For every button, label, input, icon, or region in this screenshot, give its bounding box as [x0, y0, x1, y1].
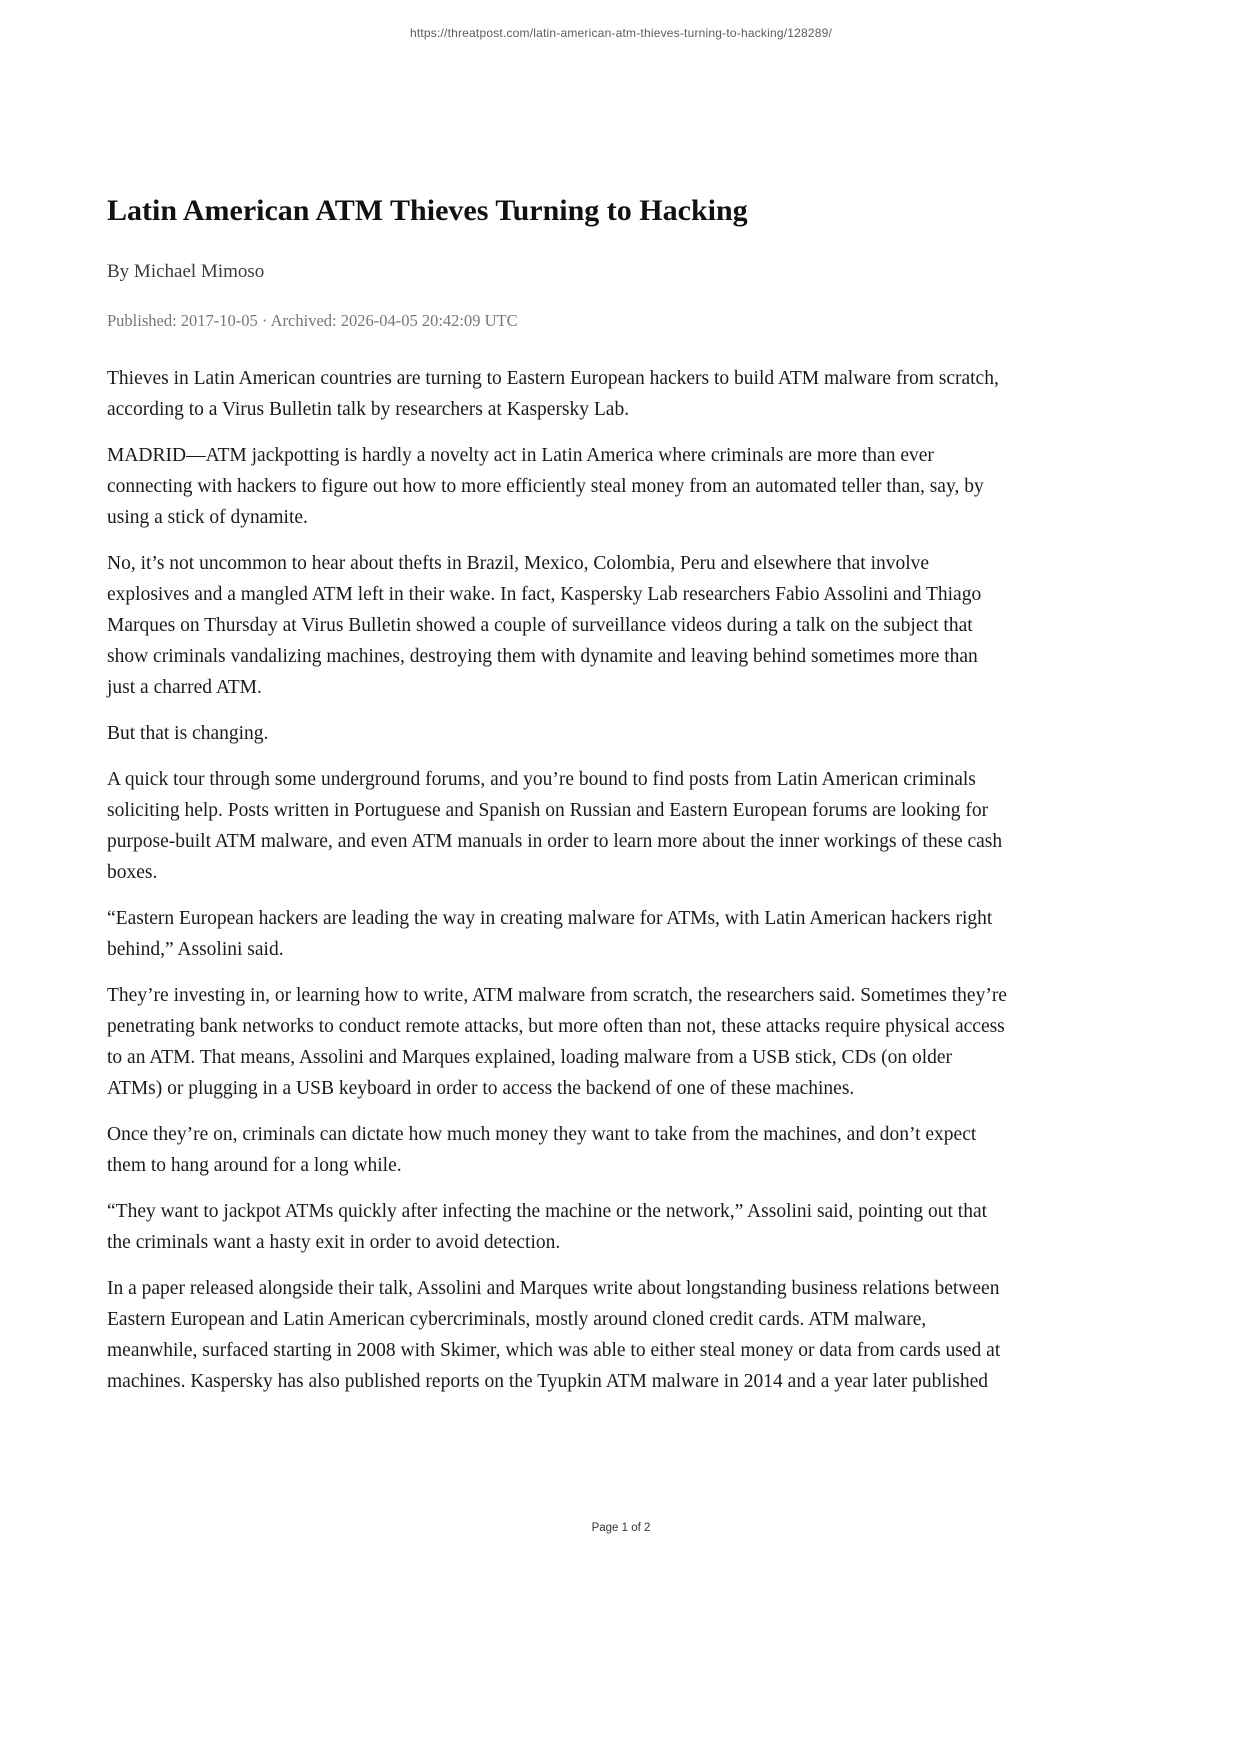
- print-header-url: https://threatpost.com/latin-american-atm-thieves-turning-to-hacking/128289/: [409, 26, 833, 40]
- article-title: Latin American ATM Thieves Turning to Hacking: [107, 194, 748, 227]
- article-paragraph: “Eastern European hackers are leading the way in creating malware for ATMs, with Latin American hackers right behind,” Assolini said.: [107, 908, 993, 960]
- article-paragraph: Once they’re on, criminals can dictate how much money they want to take from the machines, and don’t expect them to hang around for a long while.: [107, 1124, 977, 1176]
- print-footer-page-number: Page 1 of 2: [591, 1522, 651, 1534]
- article-paragraph: No, it’s not uncommon to hear about thefts in Brazil, Mexico, Colombia, Peru and elsewhere that involve explosives and a mangled ATM left in their wake. In fact, Kaspersky Lab researchers Fabio Assolini and Thiago Marques on Thursday at Virus Bulletin showed a couple of surveillance videos during a talk on the subject that show criminals vandalizing machines, destroying them with dynamite and leaving behind sometimes more than just a charred ATM.: [107, 553, 982, 698]
- article-paragraph: They’re investing in, or learning how to write, ATM malware from scratch, the researchers said. Sometimes they’re penetrating bank networks to conduct remote attacks, but more often than not, these attacks require physical access to an ATM. That means, Assolini and Marques explained, loading malware from a USB stick, CDs (on older ATMs) or plugging in a USB keyboard in order to access the backend of one of these machines.: [107, 985, 1007, 1099]
- article-paragraph: MADRID—ATM jackpotting is hardly a novelty act in Latin America where criminals are more than ever connecting with hackers to figure out how to more efficiently steal money from an automated teller than, say, by using a stick of dynamite.: [107, 445, 984, 528]
- article-paragraph: But that is changing.: [107, 723, 269, 744]
- article-paragraph: “They want to jackpot ATMs quickly after infecting the machine or the network,” Assolini said, pointing out that the criminals want a hasty exit in order to avoid detection.: [107, 1201, 988, 1253]
- article-paragraph: In a paper released alongside their talk, Assolini and Marques write about longstanding business relations between Eastern European and Latin American cybercriminals, mostly around cloned credit cards. ATM malware, meanwhile, surfaced starting in 2008 with Skimer, which was able to either steal money or data from cards used at machines. Kaspersky has also published reports on the Tyupkin ATM malware in 2014 and a year later published: [107, 1278, 1001, 1392]
- article: [107, 193, 1008, 1412]
- article-meta-published-archived: Published: 2017-10-05 · Archived: 2026-04-05 20:42:09 UTC: [107, 311, 518, 330]
- article-paragraph: Thieves in Latin American countries are turning to Eastern European hackers to build ATM malware from scratch, according to a Virus Bulletin talk by researchers at Kaspersky Lab.: [107, 368, 999, 420]
- article-byline: By Michael Mimoso: [107, 261, 265, 282]
- article-paragraph: A quick tour through some underground forums, and you’re bound to find posts from Latin American criminals soliciting help. Posts written in Portuguese and Spanish on Russian and Eastern European forums are looking for purpose-built ATM malware, and even ATM manuals in order to learn more about the inner workings of these cash boxes.: [107, 769, 1003, 883]
